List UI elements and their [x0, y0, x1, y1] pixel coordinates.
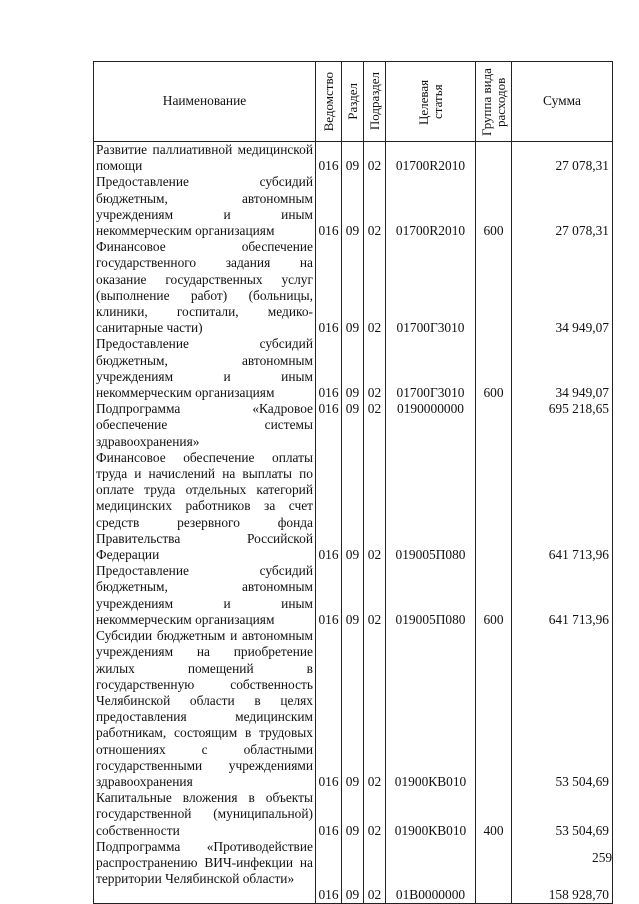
cell-sum: 641 713,96 [512, 450, 613, 563]
cell-sum: 34 949,07 [512, 239, 613, 336]
table-row [94, 790, 613, 839]
cell-dept: 016 [316, 239, 342, 336]
cell-name: Развитие паллиативной медицинской помощи [94, 142, 316, 175]
cell-subsection: 02 [364, 628, 386, 790]
table-row [94, 142, 613, 175]
cell-dept: 016 [316, 450, 342, 563]
header-sum: Сумма [512, 62, 613, 142]
cell-target: 019005П080 [386, 563, 476, 628]
cell-sum: 53 504,69 [512, 628, 613, 790]
cell-group: 600 [476, 336, 512, 401]
cell-subsection: 02 [364, 790, 386, 839]
cell-sum: 27 078,31 [512, 142, 613, 175]
cell-dept: 016 [316, 839, 342, 904]
cell-name: Предоставление субсидий бюджетным, автономным учреждениям и иным некоммерческим организациям [94, 336, 316, 401]
cell-dept: 016 [316, 174, 342, 239]
cell-dept: 016 [316, 142, 342, 175]
cell-subsection: 02 [364, 142, 386, 175]
cell-section: 09 [342, 563, 364, 628]
page-number: 259 [592, 850, 613, 865]
cell-target: 01900КВ010 [386, 628, 476, 790]
cell-sum: 158 928,70 [512, 839, 613, 904]
cell-dept: 016 [316, 628, 342, 790]
cell-subsection: 02 [364, 336, 386, 401]
cell-subsection: 02 [364, 450, 386, 563]
cell-group: 600 [476, 174, 512, 239]
cell-target: 0190000000 [386, 401, 476, 450]
cell-section: 09 [342, 401, 364, 450]
cell-subsection: 02 [364, 174, 386, 239]
cell-name: Капитальные вложения в объекты государственной (муниципальной) собственности [94, 790, 316, 839]
cell-group: 400 [476, 790, 512, 839]
cell-target: 01900КВ010 [386, 790, 476, 839]
cell-group [476, 142, 512, 175]
table-row [94, 563, 613, 628]
cell-name: Предоставление субсидий бюджетным, автономным учреждениям и иным некоммерческим организациям [94, 174, 316, 239]
header-target: Целевая статья [386, 62, 476, 142]
table-row [94, 450, 613, 563]
header-section: Раздел [342, 62, 364, 142]
header-name: Наименование [94, 62, 316, 142]
cell-dept: 016 [316, 401, 342, 450]
table-row [94, 628, 613, 790]
cell-group [476, 450, 512, 563]
header-group: Группа вида расходов [476, 62, 512, 142]
cell-section: 09 [342, 450, 364, 563]
cell-dept: 016 [316, 790, 342, 839]
cell-subsection: 02 [364, 239, 386, 336]
cell-target: 01700Г3010 [386, 239, 476, 336]
budget-table [93, 61, 613, 904]
cell-group: 600 [476, 563, 512, 628]
cell-sum: 695 218,65 [512, 401, 613, 450]
cell-name: Подпрограмма «Противодействие распространению ВИЧ-инфекции на территории Челябинской области» [94, 839, 316, 904]
cell-section: 09 [342, 839, 364, 904]
cell-name: Финансовое обеспечение государственного задания на оказание государственных услуг (выполнение работ) (больницы, клиники, госпитали, медико-санитарные части) [94, 239, 316, 336]
cell-section: 09 [342, 790, 364, 839]
cell-section: 09 [342, 142, 364, 175]
cell-name: Подпрограмма «Кадровое обеспечение системы здравоохранения» [94, 401, 316, 450]
cell-target: 01В0000000 [386, 839, 476, 904]
header-dept: Ведомство [316, 62, 342, 142]
cell-sum: 34 949,07 [512, 336, 613, 401]
cell-sum: 27 078,31 [512, 174, 613, 239]
cell-group [476, 839, 512, 904]
cell-section: 09 [342, 174, 364, 239]
cell-name: Субсидии бюджетным и автономным учреждениям на приобретение жилых помещений в государственную собственность Челябинской области в целях предоставления медицинским работникам, состоящим в трудовых отношениях с областными государственными учреждениями здравоохранения [94, 628, 316, 790]
cell-section: 09 [342, 628, 364, 790]
cell-section: 09 [342, 239, 364, 336]
cell-name: Предоставление субсидий бюджетным, автономным учреждениям и иным некоммерческим организациям [94, 563, 316, 628]
table-row [94, 839, 613, 904]
cell-target: 01700R2010 [386, 142, 476, 175]
cell-name: Финансовое обеспечение оплаты труда и начислений на выплаты по оплате труда отдельных категорий медицинских работников за счет средств резервного фонда Правительства Российской Федерации [94, 450, 316, 563]
cell-dept: 016 [316, 563, 342, 628]
table-row [94, 336, 613, 401]
header-subsection: Подраздел [364, 62, 386, 142]
cell-target: 01700R2010 [386, 174, 476, 239]
cell-dept: 016 [316, 336, 342, 401]
cell-section: 09 [342, 336, 364, 401]
cell-subsection: 02 [364, 401, 386, 450]
cell-sum: 53 504,69 [512, 790, 613, 839]
table-header-row [94, 62, 613, 142]
cell-subsection: 02 [364, 839, 386, 904]
cell-target: 01700Г3010 [386, 336, 476, 401]
cell-target: 019005П080 [386, 450, 476, 563]
cell-group [476, 628, 512, 790]
cell-sum: 641 713,96 [512, 563, 613, 628]
table-row [94, 174, 613, 239]
cell-subsection: 02 [364, 563, 386, 628]
cell-group [476, 401, 512, 450]
cell-group [476, 239, 512, 336]
table-row [94, 239, 613, 336]
table-row [94, 401, 613, 450]
